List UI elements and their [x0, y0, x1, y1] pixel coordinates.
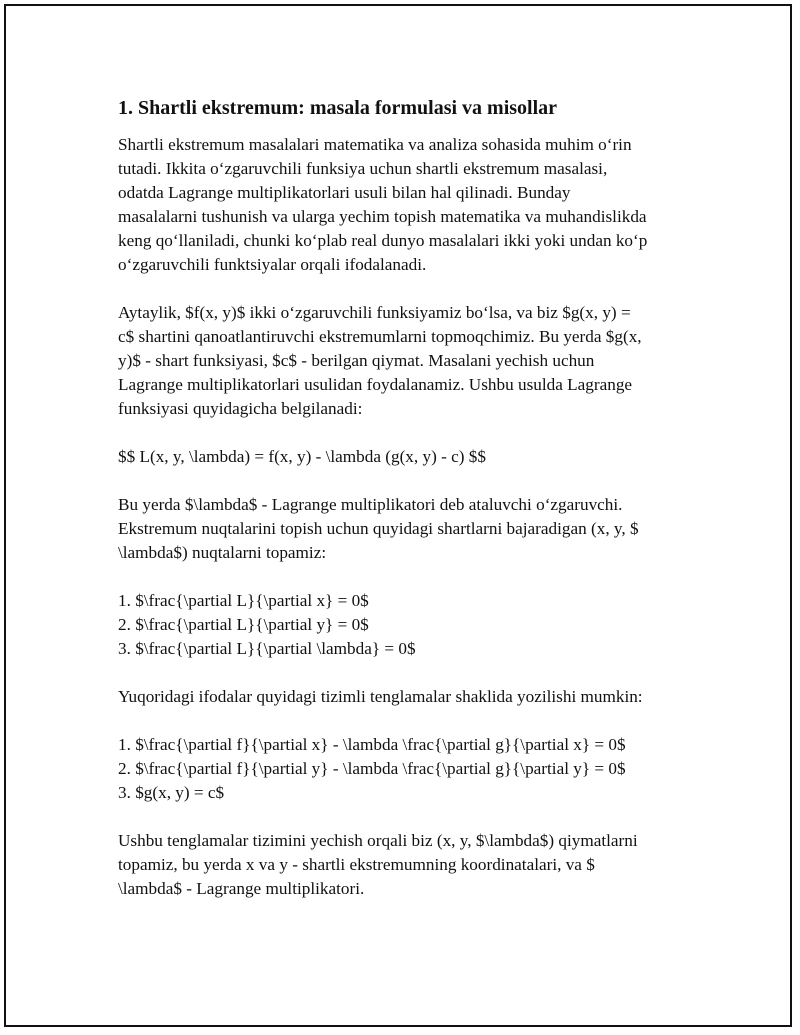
document-title: 1. Shartli ekstremum: masala formulasi va misollar	[118, 97, 558, 119]
text-line: \lambda$) nuqtalarni topamiz:	[118, 543, 327, 562]
text-line: oʻzgaruvchili funktsiyalar orqali ifodalanadi.	[118, 255, 427, 274]
text-line: tutadi. Ikkita oʻzgaruvchili funksiya uchun shartli ekstremum masalasi,	[118, 159, 608, 178]
text-line: Bu yerda $\lambda$ - Lagrange multiplikatori deb ataluvchi oʻzgaruvchi.	[118, 495, 623, 514]
conditions-list	[118, 589, 688, 661]
paragraph-lambda	[118, 493, 688, 565]
text-line: odatda Lagrange multiplikatorlari usuli bilan hal qilinadi. Bunday	[118, 183, 571, 202]
paragraph-setup	[118, 301, 688, 421]
text-line: funksiyasi quyidagicha belgilanadi:	[118, 399, 363, 418]
text-line: Ekstremum nuqtalarini topish uchun quyidagi shartlarni bajaradigan (x, y, $	[118, 519, 639, 538]
paragraph-intro	[118, 133, 688, 277]
lagrange-formula	[118, 445, 688, 469]
list-item: 3. $\frac{\partial L}{\partial \lambda} = 0$	[118, 639, 416, 658]
text-line: keng qoʻllaniladi, chunki koʻplab real dunyo masalalari ikki yoki undan koʻp	[118, 231, 648, 250]
list-item: 2. $\frac{\partial f}{\partial y} - \lambda \frac{\partial g}{\partial y} = 0$	[118, 759, 626, 778]
paragraph-system	[118, 685, 688, 709]
list-item: 1. $\frac{\partial L}{\partial x} = 0$	[118, 591, 369, 610]
document-body	[118, 95, 688, 901]
text-line: c$ shartini qanoatlantiruvchi ekstremumlarni topmoqchimiz. Bu yerda $g(x,	[118, 327, 642, 346]
text-line: topamiz, bu yerda x va y - shartli ekstremumning koordinatalari, va $	[118, 855, 595, 874]
text-line: Shartli ekstremum masalalari matematika va analiza sohasida muhim oʻrin	[118, 135, 632, 154]
list-item: 2. $\frac{\partial L}{\partial y} = 0$	[118, 615, 369, 634]
text-line: Aytaylik, $f(x, y)$ ikki oʻzgaruvchili funksiyamiz boʻlsa, va biz $g(x, y) =	[118, 303, 631, 322]
text-line: masalalarni tushunish va ularga yechim topish matematika va muhandislikda	[118, 207, 647, 226]
formula-line: $$ L(x, y, \lambda) = f(x, y) - \lambda (g(x, y) - c) $$	[118, 447, 486, 466]
list-item: 3. $g(x, y) = c$	[118, 783, 225, 802]
text-line: \lambda$ - Lagrange multiplikatori.	[118, 879, 365, 898]
text-line: Lagrange multiplikatorlari usulidan foydalanamiz. Ushbu usulda Lagrange	[118, 375, 633, 394]
list-item: 1. $\frac{\partial f}{\partial x} - \lambda \frac{\partial g}{\partial x} = 0$	[118, 735, 626, 754]
text-line: y)$ - shart funksiyasi, $c$ - berilgan qiymat. Masalani yechish uchun	[118, 351, 595, 370]
paragraph-conclusion	[118, 829, 688, 901]
text-line: Ushbu tenglamalar tizimini yechish orqali biz (x, y, $\lambda$) qiymatlarni	[118, 831, 638, 850]
equations-list	[118, 733, 688, 805]
text-line: Yuqoridagi ifodalar quyidagi tizimli tenglamalar shaklida yozilishi mumkin:	[118, 687, 643, 706]
